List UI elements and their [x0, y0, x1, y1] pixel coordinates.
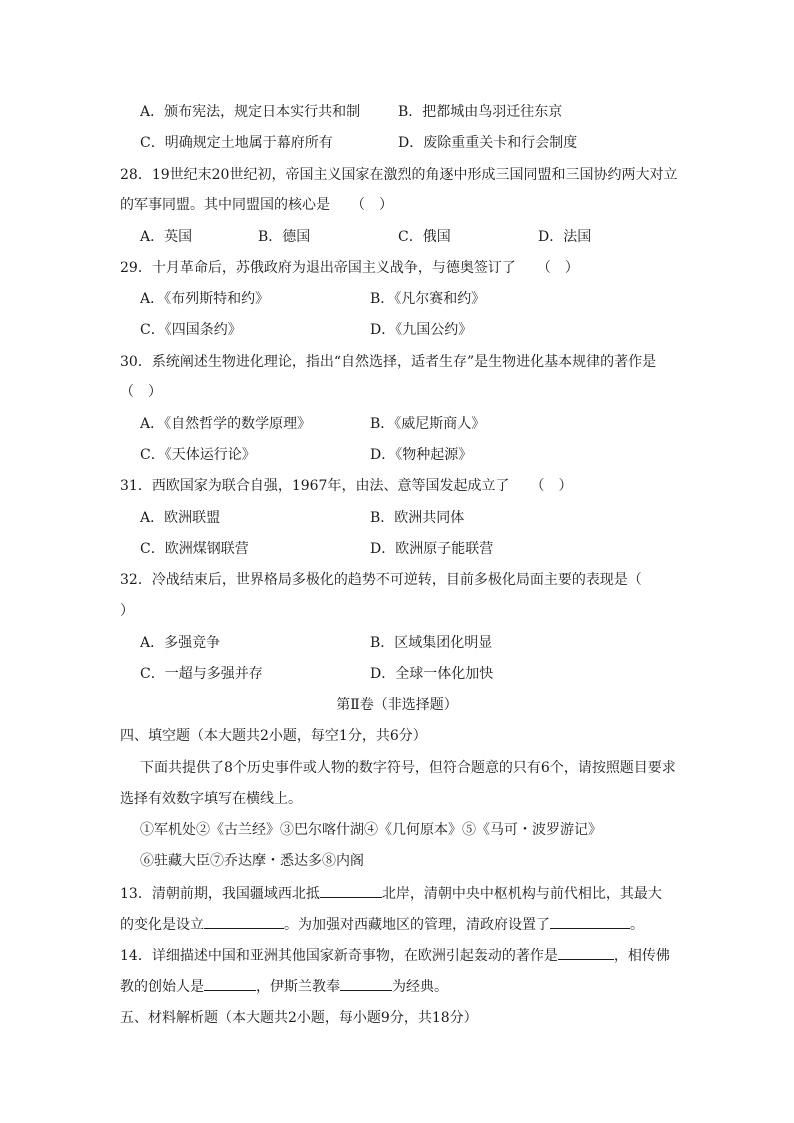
q28-option-d: D．法国 — [538, 229, 592, 245]
q14-blank-2[interactable] — [204, 976, 256, 991]
q14-blank-1[interactable] — [558, 945, 614, 960]
q27-option-d: D．废除重重关卡和行会制度 — [398, 135, 578, 151]
q28-option-c: C．俄国 — [398, 229, 451, 245]
q32-stem-line2: ） — [120, 603, 134, 619]
q13-text-2: 北岸，清朝中央中枢机构与前代相比，其最大 — [381, 886, 662, 902]
q30-option-b: B．《威尼斯商人》 — [370, 416, 486, 432]
q14-line1 — [120, 945, 670, 966]
q13-text-4: 。为加强对西藏地区的管理，清政府设置了 — [284, 917, 550, 933]
q31-option-c: C．欧洲煤钢联营 — [140, 541, 249, 557]
q13-text-1: 13．清朝前期，我国疆域西北抵 — [120, 886, 320, 902]
q30-option-d: D．《物种起源》 — [370, 447, 473, 463]
q13-line1 — [120, 883, 662, 904]
q29-option-d: D．《九国公约》 — [370, 322, 473, 338]
q28-stem-line2: 的军事同盟。其中同盟国的核心是 （ ） — [120, 197, 393, 213]
q14-text-5: 为经典。 — [392, 979, 448, 995]
q14-text-3: 教的创始人是 — [120, 979, 204, 995]
q30-option-a: A．《自然哲学的数学原理》 — [140, 416, 312, 432]
q13-blank-2[interactable] — [204, 914, 284, 929]
section4-heading: 四、填空题（本大题共2小题，每空1分，共6分） — [120, 728, 427, 744]
section4-intro-line2: 选择有效数字填写在横线上。 — [120, 791, 302, 807]
q30-stem-line1: 30．系统阐述生物进化理论，指出“自然选择，适者生存”是生物进化基本规律的著作是 — [120, 354, 657, 370]
q13-blank-3[interactable] — [550, 914, 630, 929]
q13-blank-1[interactable] — [320, 883, 382, 898]
section5-heading: 五、材料解析题（本大题共2小题，每小题9分，共18分） — [120, 1010, 478, 1026]
q28-option-b: B．德国 — [258, 229, 311, 245]
q31-option-b: B．欧洲共同体 — [370, 510, 465, 526]
section4-intro-line1: 下面共提供了8个历史事件或人物的数字符号，但符合题意的只有6个，请按照题目要求 — [140, 760, 676, 776]
q29-option-c: C．《四国条约》 — [140, 322, 242, 338]
section4-options-line2: ⑥驻藏大臣⑦乔达摩・悉达多⑧内阁 — [140, 853, 364, 869]
part2-title: 第Ⅱ卷（非选择题） — [336, 697, 458, 713]
q13-text-5: 。 — [630, 917, 644, 933]
q32-option-a: A．多强竞争 — [140, 635, 221, 651]
q30-option-c: C．《天体运行论》 — [140, 447, 256, 463]
q31-option-d: D．欧洲原子能联营 — [370, 541, 494, 557]
q31-stem: 31．西欧国家为联合自强，1967年，由法、意等国发起成立了 （ ） — [120, 478, 573, 494]
section4-options-line1: ①军机处②《古兰经》③巴尔喀什湖④《几何原本》⑤《马可・波罗游记》 — [140, 822, 602, 838]
q32-option-b: B．区域集团化明显 — [370, 635, 493, 651]
q14-blank-3[interactable] — [340, 976, 392, 991]
q30-stem-line2: （ ） — [120, 384, 162, 400]
q27-option-b: B．把都城由鸟羽迁往东京 — [398, 104, 563, 120]
q32-stem-line1: 32．冷战结束后，世界格局多极化的趋势不可逆转，目前多极化局面主要的表现是（ — [120, 572, 642, 588]
q14-text-2: ，相传佛 — [613, 948, 670, 964]
q27-option-c: C．明确规定土地属于幕府所有 — [140, 135, 333, 151]
q13-text-3: 的变化是设立 — [120, 917, 204, 933]
q31-option-a: A．欧洲联盟 — [140, 510, 221, 526]
q14-text-4: ，伊斯兰教奉 — [256, 979, 340, 995]
q13-line2 — [120, 914, 644, 935]
q29-stem: 29．十月革命后，苏俄政府为退出帝国主义战争，与德奥签订了 （ ） — [120, 260, 579, 276]
q32-option-d: D．全球一体化加快 — [370, 666, 494, 682]
q27-option-a: A．颁布宪法，规定日本实行共和制 — [140, 104, 361, 120]
q32-option-c: C．一超与多强并存 — [140, 666, 263, 682]
q14-text-1: 14．详细描述中国和亚洲其他国家新奇事物，在欧洲引起轰动的著作是 — [120, 948, 558, 964]
q28-option-a: A．英国 — [140, 229, 193, 245]
q29-option-b: B．《凡尔赛和约》 — [370, 291, 486, 307]
q14-line2 — [120, 976, 448, 997]
q28-stem-line1: 28．19世纪末20世纪初，帝国主义国家在激烈的角逐中形成三国同盟和三国协约两大对立 — [120, 167, 678, 183]
q29-option-a: A．《布列斯特和约》 — [140, 291, 270, 307]
